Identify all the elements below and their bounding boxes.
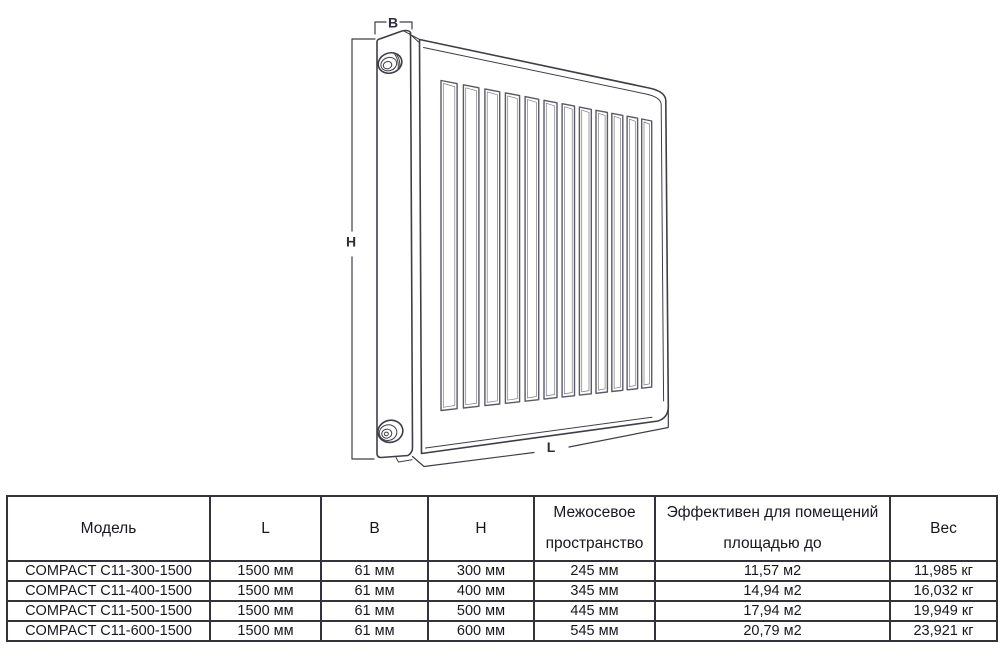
drain-plug-icon (376, 418, 405, 445)
table-cell: 445 мм (534, 601, 655, 621)
table-cell: 400 мм (428, 581, 534, 601)
col-header-room-area: Эффективен для помещений площадью до (655, 496, 890, 561)
table-cell: 61 мм (321, 561, 428, 581)
groove (596, 110, 607, 393)
radiator-side-panel (377, 31, 413, 463)
col-header-model: Модель (7, 496, 210, 561)
groove-inner-line (508, 96, 518, 400)
table-cell: 1500 мм (210, 561, 321, 581)
air-vent-plug-icon (375, 50, 404, 76)
col-header-weight: Вес (890, 496, 997, 561)
table-cell: 1500 мм (210, 581, 321, 601)
table-cell: 300 мм (428, 561, 534, 581)
groove-inner-line (466, 88, 477, 405)
table-cell: 61 мм (321, 601, 428, 621)
groove (612, 113, 623, 391)
table-cell: 500 мм (428, 601, 534, 621)
spec-table (6, 495, 998, 642)
table-row (7, 601, 997, 621)
dim-h-label: H (345, 233, 357, 250)
col-header-axle-spacing: Межосевое пространство (534, 496, 655, 561)
dim-l-label: L (546, 439, 556, 455)
groove-inner-line (598, 113, 605, 390)
table-cell: 11,985 кг (890, 561, 997, 581)
groove-inner-line (582, 110, 589, 392)
spec-table-body (7, 561, 997, 641)
groove-inner-line (614, 116, 620, 388)
table-cell: COMPACT C11-600-1500 (7, 621, 210, 641)
table-cell: 245 мм (534, 561, 655, 581)
table-row (7, 621, 997, 641)
groove-inner-line (443, 84, 455, 408)
table-cell: 19,949 кг (890, 601, 997, 621)
groove-inner-line (527, 100, 536, 398)
col-header-length: L (210, 496, 321, 561)
groove-inner-line (546, 103, 554, 396)
table-cell: 14,94 м2 (655, 581, 890, 601)
spec-table-header (7, 496, 997, 561)
table-cell: 1500 мм (210, 621, 321, 641)
table-cell: 23,921 кг (890, 621, 997, 641)
table-cell: 16,032 кг (890, 581, 997, 601)
col-header-depth: B (321, 496, 428, 561)
table-row (7, 561, 997, 581)
table-cell: 545 мм (534, 621, 655, 641)
table-cell: COMPACT C11-300-1500 (7, 561, 210, 581)
groove (562, 104, 574, 397)
table-cell: 17,94 м2 (655, 601, 890, 621)
dimension-h (346, 39, 375, 459)
table-cell: 1500 мм (210, 601, 321, 621)
table-cell: 20,79 м2 (655, 621, 890, 641)
convector-grooves (441, 81, 652, 411)
table-cell: COMPACT C11-400-1500 (7, 581, 210, 601)
table-cell: 600 мм (428, 621, 534, 641)
groove-inner-line (629, 119, 635, 386)
table-cell: 61 мм (321, 621, 428, 641)
table-cell: 11,57 м2 (655, 561, 890, 581)
table-cell: 345 мм (534, 581, 655, 601)
groove-inner-line (644, 122, 649, 385)
col-header-height: H (428, 496, 534, 561)
groove (579, 107, 591, 395)
dim-b-label: B (387, 14, 399, 31)
groove-inner-line (487, 92, 497, 403)
table-cell: 61 мм (321, 581, 428, 601)
groove (642, 119, 652, 388)
table-row (7, 581, 997, 601)
groove-inner-line (564, 107, 572, 394)
groove (627, 116, 638, 390)
table-cell: COMPACT C11-500-1500 (7, 601, 210, 621)
